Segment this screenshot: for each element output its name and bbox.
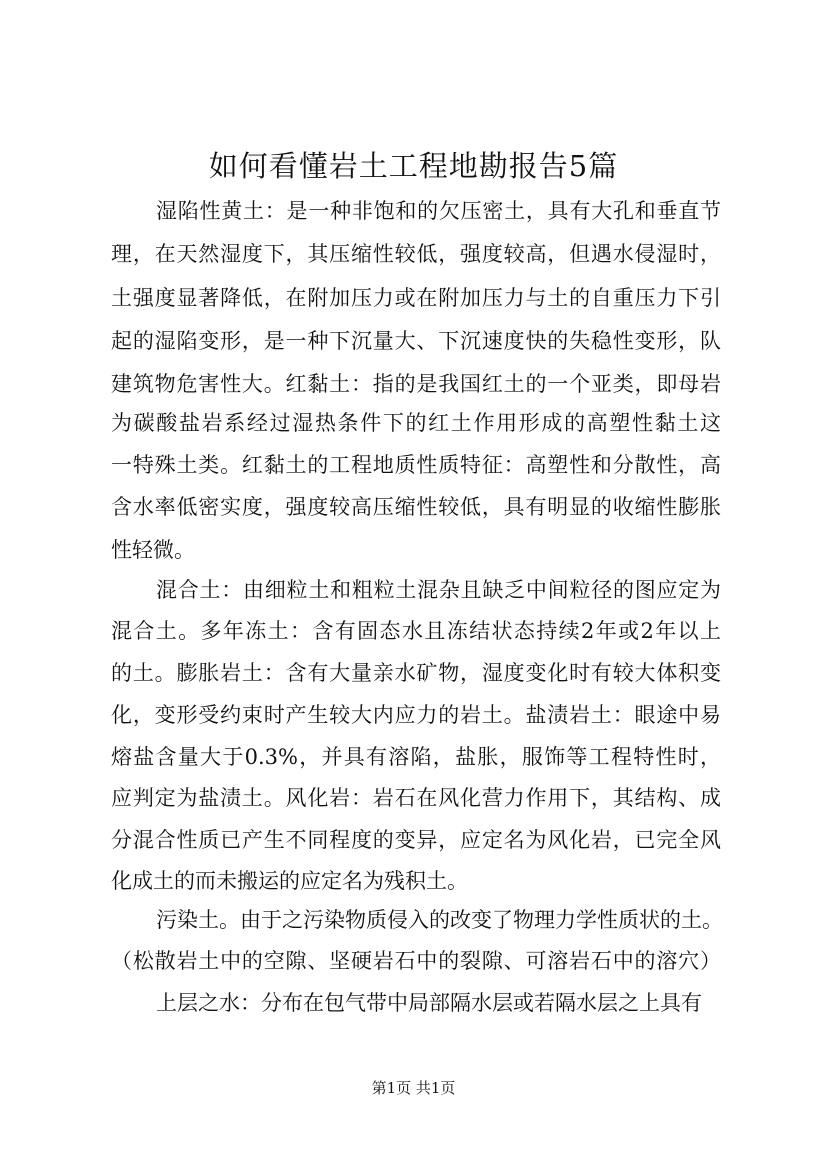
- body-line: 的土。膨胀岩土：含有大量亲水矿物，湿度变化时有较大体积变: [111, 661, 721, 685]
- body-line: 土强度显著降低，在附加压力或在附加压力与土的自重压力下引: [111, 286, 721, 310]
- body-line: 分混合性质已产生不同程度的变异，应定名为风化岩，已完全风: [111, 828, 721, 852]
- body-line: 一特殊土类。红黏土的工程地质性质特征：高塑性和分散性，高: [111, 453, 721, 477]
- body-line: 含水率低密实度，强度较高压缩性较低，具有明显的收缩性膨胀: [111, 495, 721, 519]
- body-line: 污染土。由于之污染物质侵入的改变了物理力学性质状的土。: [156, 908, 723, 932]
- body-line: 应判定为盐渍土。风化岩：岩石在风化营力作用下，其结构、成: [111, 786, 721, 810]
- page-footer: 第1页 共1页: [371, 1079, 456, 1097]
- body-line: 建筑物危害性大。红黏土：指的是我国红土的一个亚类，即母岩: [111, 372, 721, 396]
- body-line: （松散岩土中的空隙、坚硬岩石中的裂隙、可溶岩石中的溶穴）: [111, 949, 721, 973]
- body-line: 混合土。多年冻土：含有固态水且冻结状态持续2年或2年以上: [111, 619, 721, 643]
- body-line: 化，变形受约束时产生较大内应力的岩土。盐渍岩土：眼途中易: [111, 703, 721, 727]
- body-line: 为碳酸盐岩系经过湿热条件下的红土作用形成的高塑性黏土这: [111, 411, 721, 435]
- body-line: 理，在天然湿度下，其压缩性较低，强度较高，但遇水侵湿时，: [111, 242, 721, 266]
- document-title: 如何看懂岩土工程地勘报告5篇: [208, 149, 619, 183]
- body-line: 化成土的而未搬运的应定名为残积土。: [111, 869, 468, 893]
- body-line: 性轻微。: [111, 538, 195, 562]
- body-line: 湿陷性黄土：是一种非饱和的欠压密土，具有大孔和垂直节: [156, 199, 721, 223]
- body-line: 混合土：由细粒土和粗粒土混杂且缺乏中间粒径的图应定为: [156, 578, 721, 602]
- body-line: 起的湿陷变形，是一种下沉量大、下沉速度快的失稳性变形，队: [111, 329, 721, 353]
- body-line: 熔盐含量大于0.3%，并具有溶陷，盐胀，服饰等工程特性时，: [111, 745, 721, 769]
- body-line: 上层之水：分布在包气带中局部隔水层或若隔水层之上具有: [156, 991, 702, 1015]
